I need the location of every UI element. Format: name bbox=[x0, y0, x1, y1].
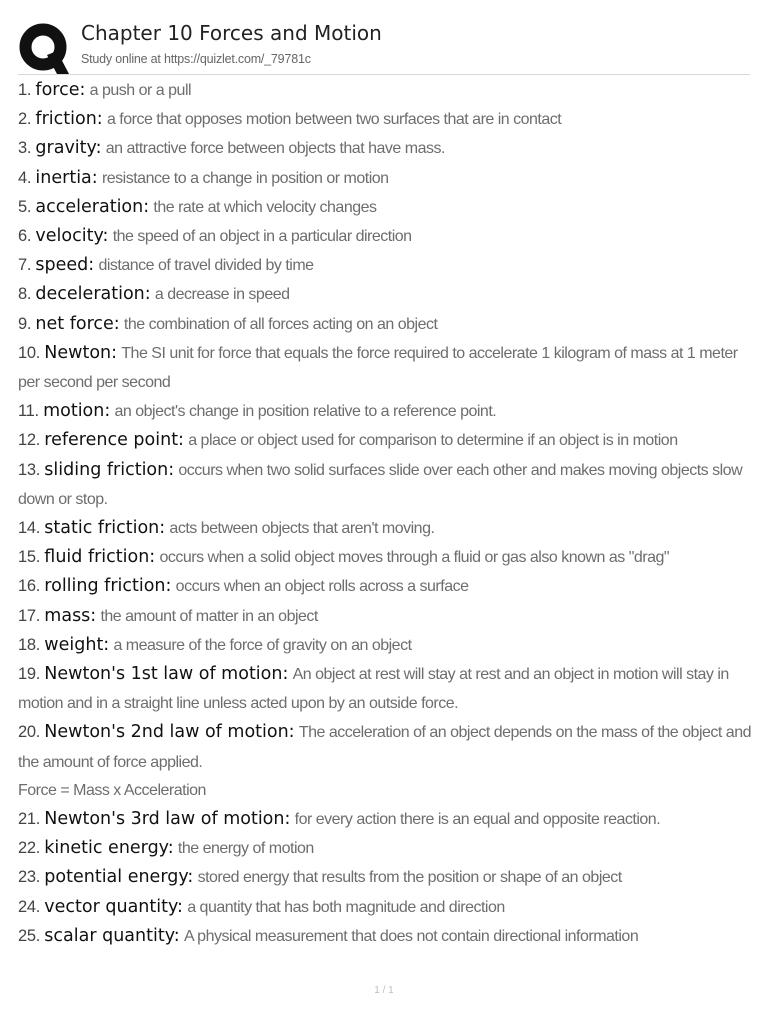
term-item bbox=[18, 543, 758, 572]
term-number: 10. bbox=[18, 343, 41, 362]
term-item bbox=[18, 339, 758, 397]
term-number: 21. bbox=[18, 810, 41, 829]
term-number: 2. bbox=[18, 110, 32, 129]
term-item bbox=[18, 631, 758, 660]
term-definition: a place or object used for comparison to determine if an object is in motion bbox=[188, 432, 678, 450]
term-item bbox=[18, 514, 758, 543]
term-definition: occurs when an object rolls across a surface bbox=[175, 578, 469, 596]
term-word: acceleration: bbox=[35, 196, 150, 217]
term-definition: the amount of matter in an object bbox=[100, 607, 318, 625]
term-word: Newton's 2nd law of motion: bbox=[44, 722, 295, 743]
term-definition: the combination of all forces acting on an object bbox=[123, 315, 438, 333]
study-online-link[interactable]: Study online at https://quizlet.com/_79781c bbox=[81, 52, 311, 66]
term-definition: The SI unit for force that equals the force required to accelerate 1 kilogram of mass at 1 meter per second per second bbox=[18, 344, 738, 392]
term-word: reference point: bbox=[44, 430, 184, 451]
term-number: 6. bbox=[18, 227, 32, 246]
term-word: friction: bbox=[35, 109, 103, 130]
term-number: 12. bbox=[18, 431, 41, 450]
term-word: weight: bbox=[44, 634, 110, 655]
term-definition: a measure of the force of gravity on an object bbox=[113, 636, 412, 654]
document-header bbox=[18, 18, 750, 75]
term-item bbox=[18, 164, 758, 193]
term-item bbox=[18, 834, 758, 863]
term-definition: the rate at which velocity changes bbox=[153, 198, 377, 216]
term-item bbox=[18, 456, 758, 514]
term-word: net force: bbox=[35, 313, 120, 334]
term-word: force: bbox=[35, 80, 86, 100]
term-number: 7. bbox=[18, 256, 32, 275]
term-word: vector quantity: bbox=[44, 896, 183, 917]
term-word: inertia: bbox=[35, 167, 98, 188]
term-number: 25. bbox=[18, 926, 41, 945]
term-number: 1. bbox=[18, 81, 32, 99]
term-definition: occurs when two solid surfaces slide over each other and makes moving objects slow down or stop. bbox=[18, 461, 743, 508]
term-number: 5. bbox=[18, 197, 32, 216]
term-number: 22. bbox=[18, 839, 41, 858]
term-definition: the speed of an object in a particular direction bbox=[112, 228, 412, 246]
term-item bbox=[18, 922, 758, 951]
term-definition: an attractive force between objects that have mass. bbox=[105, 140, 445, 158]
term-word: Newton's 1st law of motion: bbox=[44, 664, 289, 685]
term-number: 11. bbox=[18, 402, 39, 421]
term-word: potential energy: bbox=[44, 867, 194, 888]
term-item bbox=[18, 602, 758, 631]
term-number: 8. bbox=[18, 285, 32, 304]
term-word: deceleration: bbox=[35, 284, 151, 305]
term-number: 20. bbox=[18, 723, 41, 742]
term-word: scalar quantity: bbox=[44, 925, 180, 946]
term-item bbox=[18, 863, 758, 892]
term-item bbox=[18, 76, 758, 105]
term-number: 3. bbox=[18, 139, 32, 158]
term-number: 15. bbox=[18, 548, 41, 567]
term-definition: a quantity that has both magnitude and direction bbox=[187, 898, 505, 916]
page-title: Chapter 10 Forces and Motion bbox=[81, 21, 382, 45]
term-definition: an object's change in position relative to a reference point. bbox=[114, 403, 497, 421]
term-item bbox=[18, 222, 758, 251]
term-number: 18. bbox=[18, 635, 41, 654]
term-word: sliding friction: bbox=[44, 459, 175, 480]
term-definition: An object at rest will stay at rest and an object in motion will stay in motion and in a straight line unless acted upon by an outside force. bbox=[18, 666, 729, 713]
term-definition: a push or a pull bbox=[89, 82, 192, 99]
term-number: 16. bbox=[18, 577, 41, 596]
term-number: 9. bbox=[18, 314, 32, 333]
term-definition: acts between objects that aren't moving. bbox=[169, 520, 435, 538]
term-word: speed: bbox=[35, 255, 95, 276]
term-word: velocity: bbox=[35, 226, 109, 247]
term-item bbox=[18, 426, 758, 455]
term-word: Newton: bbox=[44, 342, 118, 363]
quizlet-logo-icon bbox=[18, 22, 70, 74]
term-definition: a force that opposes motion between two surfaces that are in contact bbox=[106, 111, 562, 129]
term-list bbox=[18, 76, 758, 951]
term-word: motion: bbox=[43, 401, 111, 422]
term-number: 23. bbox=[18, 868, 41, 887]
term-number: 24. bbox=[18, 897, 41, 916]
term-definition: The acceleration of an object depends on the mass of the object and the amount of force applied. bbox=[18, 724, 751, 771]
term-item bbox=[18, 134, 758, 163]
term-word: Newton's 3rd law of motion: bbox=[44, 809, 291, 830]
term-word: kinetic energy: bbox=[44, 838, 174, 859]
term-definition: the energy of motion bbox=[177, 840, 314, 858]
term-item bbox=[18, 280, 758, 309]
term-definition: stored energy that results from the position or shape of an object bbox=[197, 869, 622, 887]
term-item bbox=[18, 893, 758, 922]
term-item bbox=[18, 310, 758, 339]
term-definition: distance of travel divided by time bbox=[98, 257, 314, 275]
term-definition: for every action there is an equal and opposite reaction. bbox=[294, 811, 661, 829]
term-definition: resistance to a change in position or motion bbox=[101, 169, 389, 187]
term-definition: a decrease in speed bbox=[154, 286, 290, 304]
page-indicator: 1 / 1 bbox=[374, 985, 394, 996]
term-definition: occurs when a solid object moves through a fluid or gas also known as "drag" bbox=[159, 549, 670, 567]
term-definition-extra: Force = Mass x Acceleration bbox=[18, 781, 206, 799]
term-item bbox=[18, 805, 758, 834]
term-item bbox=[18, 572, 758, 601]
term-item bbox=[18, 397, 758, 426]
term-definition: A physical measurement that does not contain directional information bbox=[183, 927, 639, 945]
term-word: static friction: bbox=[44, 518, 166, 539]
term-item bbox=[18, 193, 758, 222]
term-number: 17. bbox=[18, 606, 41, 625]
term-number: 14. bbox=[18, 519, 41, 538]
term-word: fluid friction: bbox=[44, 547, 156, 568]
term-item bbox=[18, 105, 758, 134]
term-word: rolling friction: bbox=[44, 576, 172, 597]
term-number: 19. bbox=[18, 665, 41, 684]
term-word: mass: bbox=[44, 605, 97, 626]
term-number: 4. bbox=[18, 168, 32, 187]
term-item bbox=[18, 251, 758, 280]
term-item bbox=[18, 660, 758, 718]
term-word: gravity: bbox=[35, 138, 102, 159]
term-number: 13. bbox=[18, 460, 41, 479]
term-item bbox=[18, 718, 758, 805]
